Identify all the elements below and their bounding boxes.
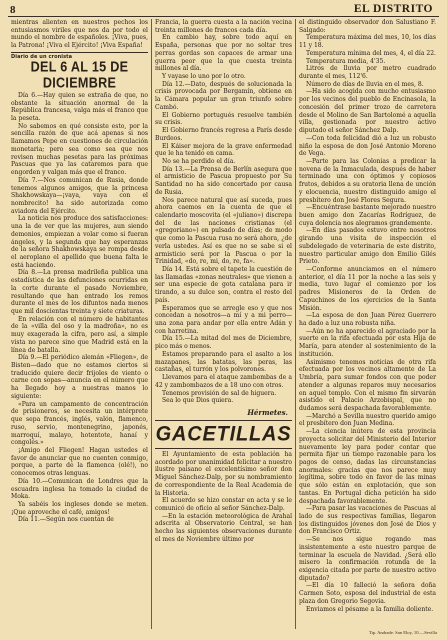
article-paragraph: mientras alienten en nuestros pechos los entusiasmos viriles que nos da por todo el mundo el nombre de españoles. ¡Viva, pues, la Patrona! ¡Viva el Ejército! ¡Viva España! (11, 19, 148, 50)
diary-paragraph: El Káiser mejora de la grave enfermedad que le ha tenido en cama. (155, 142, 292, 158)
gacetilla-paragraph: —Se nos sigue rogando mas insistentemente a este nuestro parque de terminar la escuela de Navidad. ¿Será ello misero la confirmación rotunda de la exigencia citada por parte de nuestro activo diputado? (299, 536, 436, 582)
gacetilla-paragraph: —En días pasados estuvo entre nosotros girando una visita de inspección el subdelegado de veterinaria de este distrito, nuestro particular amigo don Emilio Gilés Prieto. (299, 227, 436, 266)
diary-paragraph: Día 7.—Nos comunican de Rusia, donde tenemos algunos amigos, que la princesa Shakhowskaya—¡vaya, vaya con el nombrecito! ha sido autorizada como aviadora del Ejército. (11, 176, 148, 215)
gacetilla-paragraph: —Marchó a Sevilla nuestro querido amigo el presbítero don Juan Medina. (299, 412, 436, 428)
diary-paragraph: Día 12.—Dato, después de solucionada la crisis provocada por Bergamín, obtiene en la Cámara popular un gran triunfo sobre Cambó. (155, 80, 292, 111)
gacetilla-paragraph: —Con toda felicidad dió a luz un robusto niño la esposa de don José Antonio Moreno de Vega. (299, 134, 436, 158)
printer-imprint: Tip. Andrade. San Eloy, 10.—Sevilla (368, 630, 437, 635)
gacetilla-paragraph: Enviamos el pésame a la familia doliente. (306, 605, 434, 613)
gacetilla-paragraph: Número de días de lluvia en el mes, 8. (306, 80, 424, 88)
gacetilla-paragraph: —Aún no ha aparecido el agraciado por la suerte en la rifa efectuada por esta Hija de María, para atender al sostenimiento de la institución. (299, 327, 436, 358)
gacetilla-paragraph: —La esposa de don Juan Pérez Guerrero ha dado a luz una robusta niña. (299, 312, 436, 328)
newspaper-name: EL DISTRITO (353, 3, 433, 15)
gacetilla-paragraph: Temperatura mínima del mes, 4, el día 22. (306, 49, 436, 57)
diary-paragraph: Y vayase lo uno por lo otro. (162, 73, 246, 81)
diary-paragraph: Día 8.—La prensa madrileña publica una estadística de las defunciones ocurridas en la corte durante el pasado Noviembre, resultando que han entrado los remos durante el mes de los difuntos nada menos que mil doscientas treinta y siete criaturas. (11, 269, 148, 315)
gacetilla-paragraph: El acuerdo se hizo constar en acta y se le comunicó de oficio al señor Sánchez-Dalp. (155, 497, 292, 512)
diary-paragraph: Llevamos para el ataque zambombas de a 42 y zambombazos de a 18 uno con otros. (155, 374, 292, 389)
diary-paragraph: No sabemos en qué consiste esto, por la sencilla razón de que acá apenas si nos llamamos Pepe en cuestiones de circulación monetaria; pero sea como sea que nos revisen muchas pesetas para las próximas Pascuas que ya las cataremos para que engorden y valgan más que el franco. (11, 122, 148, 177)
diary-paragraph: Nos parece natural que así suceda, pues ahora caemos en la cuenta de que el calendario moscovita (el «juliano») discrepa del de las naciones cristianas (el «gregoriano») en pulsado de días; de modo que como la Pascua rusa no será ahora, ¿de verla ustedes. Así es que no se sabe si el armisticio será por la Pascua o por la Trinidad, «do, re, mi, do, re, fa». (155, 196, 292, 266)
gacetilla-paragraph: Temperatura máxima del mes, 10, los días 11 y 18. (299, 34, 436, 50)
diary-paragraph: La noticia nos produce dos satisfacciones: una la de ver que las mujeres, aun siendo demonios, empiezan a volar como si fueran ángeles, y la segunda que hay esperanzas de la señora Shakhowskaya se rompa desde el aeroplano el apellido que buena falta le está haciendo. (11, 215, 148, 269)
diary-paragraph: Día 13.—La Prensa de Berlín asegura que el armisticio de Pascua propuesto por Su Santidad no ha sido concertado por causa de Rusia. (155, 165, 292, 196)
gacetilla-paragraph: Temperatura media, 4'35. (306, 57, 386, 65)
column-3 (295, 19, 439, 629)
column-1 (8, 19, 151, 629)
gacetilla-paragraph: —Ha sido acogida con mucho entusiasmo por los vecinos del pueblo de Encinasola, la concesión del primer trozo de carretera desde el Molino de San Bartolomé a aquella villa, gestionada por nuestro activo diputado el señor Sánchez Dalp. (299, 88, 436, 135)
gacetilla-paragraph: —En la estación meteorológica de Arahal adscrita al Observatorio Central, se han hecho las siguientes observaciones durante el mes de Noviembre último por (155, 512, 292, 543)
masthead (0, 0, 447, 18)
diary-paragraph: ¡Amigo del Fliegen! Hagan ustedes el favor de anunciar que no cuenten conmigo, porque, a parte de la flamenca (olé!), no conocemos otras lenguas. (11, 446, 148, 478)
gacetilla-paragraph: —La ciencia inútera de esta provincia proyecta solicitar del Ministerio del Interior nuevamente ley para poder contar que permita fijar un tiempo razonable para los pagos de censo, dadas las circunstancias anormales: gracias que nos parece muy legítima, sobre todo en favor de las minas que sólo están en explotación, que son tantas. En Portugal dicha petición ha sido despachada favorablemente. (299, 428, 436, 505)
gacetilla-paragraph: El Ayuntamiento de esta población ha acordado por unanimidad felicitar a nuestro ilustre paisano el excelentísimo señor don Miguel Sánchez-Dalp, por su nombramiento de correspondiente de la Real Academia de la Historia. (155, 450, 292, 497)
columns (8, 19, 439, 629)
diary-paragraph: Francia, la guerra cuesta a la nación vecina treinta millones de francos cada día. (155, 19, 292, 34)
diary-paragraph: No se ha perdido el día. (162, 157, 236, 165)
diary-paragraph: El Gobierno francés regresa a París desde Burdeos. (155, 127, 292, 142)
diary-paragraph: Estamos preparando para el asalto a los mazapanes, las batatas, las peras, las castañas, el turrón y los polvorones. (155, 350, 292, 374)
diary-paragraph: Día 11.—Según nos cuentan de (18, 516, 114, 524)
diary-paragraph: Día 6.—Hay quien se extraña de que, no obstante la situación anormal de la República francesa, valga más el franco que la peseta. (11, 91, 148, 123)
diary-section-header (11, 52, 148, 89)
page-number: 8 (10, 4, 16, 16)
gacetilla-paragraph: —Encuéntrase bastante mejorado nuestro buen amigo don Zacarías Rodríguez, de cuya dolencia nos alegramos grandemente. (299, 204, 436, 227)
section-rule (155, 420, 292, 421)
gacetilla-paragraph: Litros de lluvia por metro cuadrado durante el mes, 112'6. (299, 65, 436, 81)
diary-paragraph: Esperamos que se arregle eso y que nos concedan a nosotros—a mí y a mi perro—una zona para andar por ella entre Adán y con harretina. (155, 304, 292, 335)
diary-paragraph: Tenemos provisión de sal de higuera. (162, 389, 277, 397)
gacetilla-paragraph: el distinguido observador don Salustiano F. Salgado: (299, 19, 436, 34)
gacetillas-title: GACETILLAS (155, 422, 292, 446)
diary-paragraph: «Para un campamento de concentración de prisioneros, se necesita un intérprete que sepa francés, inglés, valón, flamenco, ruso, servio, montenegrino, japonés, marroquí, malayo, hotentote, hanaí y congolés.» (11, 400, 148, 447)
gacetilla-paragraph: —Para pasar las vacaciones de Pascuas al lado de sus respectivas familias, llegaron los distinguidos jóvenes don José de Dios y don Francisco Ortiz. (299, 505, 436, 536)
diary-paragraph: Día 14. Está sobre el tapete la cuestión de las llamadas «zonas neutrales» que vienen a ser una especie de gota catalana para ir tirando, a su dulce son, contra el resto del país. (155, 266, 292, 304)
diary-paragraph: En cambio hay, sobre todo aquí en España, personas que por no soltar tres perras gordas son capaces de armar una guerra peor que la que cuesta treinta millones al día. (155, 34, 292, 73)
column-2 (151, 19, 295, 629)
diary-paragraph: En relación con el número de habitantes de la «villa del oso y la madroña», no es muy exagerada la cifra, pero así, a simple vista no parece sino que Madrid está en la línea de batalla. (11, 315, 148, 354)
diary-paragraph: Día 10.—Comunican de Londres que la escuadra inglesa ha tomado la ciudad de Moka. (11, 477, 148, 501)
diary-paragraph: El Gobierno portugués resuelve también su crisis. (155, 111, 292, 127)
top-rule (8, 16, 439, 17)
diary-paragraph: Sea lo que Dios quiera. (162, 397, 234, 405)
gacetilla-paragraph: —Parte para las Colonias a predicar la novena de la Inmaculada, después de haber terminado una con óptimos y copiosos frutos, debidos a su oratoria llena de unción y elocuencia, nuestro distinguido amigo el presbítero don José Flores Segura. (299, 157, 436, 204)
diary-paragraph: Día 15.—La mitad del mes de Diciembre, pico más o menos. (155, 335, 292, 351)
gacetilla-paragraph: —El día 10 falleció la señora doña Carmen Soto, esposa del industrial de esta plaza don Gregorio Segovia. (299, 582, 436, 605)
diary-paragraph: Día 9.—El periódico alemán «Fliegen», de Bisten—dado que no estamos ciertos si traducido quiere decir frijoles de viento o carne con sopas—anuncia en el número que ha llegado hoy a nuestras manos lo siguiente: (11, 354, 148, 400)
diary-paragraph: Ya sabéis los ingleses donde se meten. ¡Que aproveche el café, amigos! (11, 500, 148, 516)
author-signature: Hérmetes. (247, 407, 288, 417)
diary-label: Diario de un cronista (11, 53, 73, 60)
diary-title: DEL 6 AL 15 DE DICIEMBRE (30, 58, 129, 91)
gacetilla-paragraph: Asimismo tenemos noticias de otra rifa efectuada por los vecinos altamente de La Umbría, para sumar fondos con que poder atender a algunas reparos muy necesarios en aquel templo. Con el mismo fin sirvarán asistido el Palacio Arzobispal, que no dudamos será despachada favorablemente. (299, 358, 436, 412)
section-rule (155, 448, 292, 449)
gacetilla-paragraph: —Conforme anunciamos en el número anterior, el día 11 por la noche a las seis y media, tuvo lugar el comienzo por los padres Misioneros de la Orden de Capuchinos de los ejercicios de la Santa Misión. (299, 266, 436, 312)
